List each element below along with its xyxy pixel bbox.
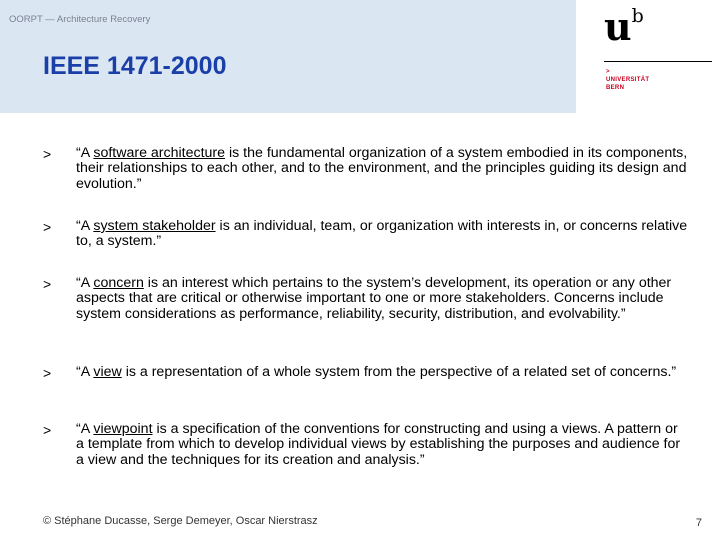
bullet-marker: > (43, 422, 52, 438)
slide-title: IEEE 1471-2000 (43, 52, 227, 80)
bullet-text: “A concern is an interest which pertains to the system’s development, its operation or any other aspects that are critical or otherwise important to one or more stakeholders. Concerns include system considerations as performance, reliability, security, distribution, and evolvability.” (76, 275, 672, 322)
university-logo (604, 4, 712, 103)
bullet-text: “A viewpoint is a specification of the conventions for constructing and using a views. A pattern or a template from which to develop individual views by establishing the purposes and audience for a view and the techniques for its creation and analysis.” (76, 421, 681, 468)
bullet-marker: > (43, 365, 52, 381)
defined-term: software architecture (93, 145, 226, 161)
defined-term: concern (93, 275, 144, 291)
logo-mark: $u^b$ (604, 4, 644, 49)
defined-term: view (93, 364, 122, 380)
logo-divider (604, 61, 712, 62)
bullet-marker: > (43, 146, 52, 162)
defined-term: viewpoint (93, 421, 153, 437)
defined-term: system stakeholder (93, 218, 216, 234)
bullet-text: “A system stakeholder is an individual, team, or organization with interests in, or concerns relative to, a system.” (76, 218, 688, 250)
bullet-marker: > (43, 276, 52, 292)
header-band (0, 0, 576, 113)
bullet-text: “A software architecture is the fundamental organization of a system embodied in its components, their relationships to each other, and to the environment, and the principles guiding its design and evolution.” (76, 145, 688, 192)
footer-copyright: © Stéphane Ducasse, Serge Demeyer, Oscar Nierstrasz (43, 515, 318, 527)
bullet-marker: > (43, 219, 52, 235)
page-number: 7 (695, 517, 702, 529)
bullet-text: “A view is a representation of a whole system from the perspective of a related set of concerns.” (76, 364, 677, 380)
course-title: OORPT — Architecture Recovery (9, 14, 151, 25)
logo-text: > UNIVERSITÄT BERN (606, 69, 650, 91)
